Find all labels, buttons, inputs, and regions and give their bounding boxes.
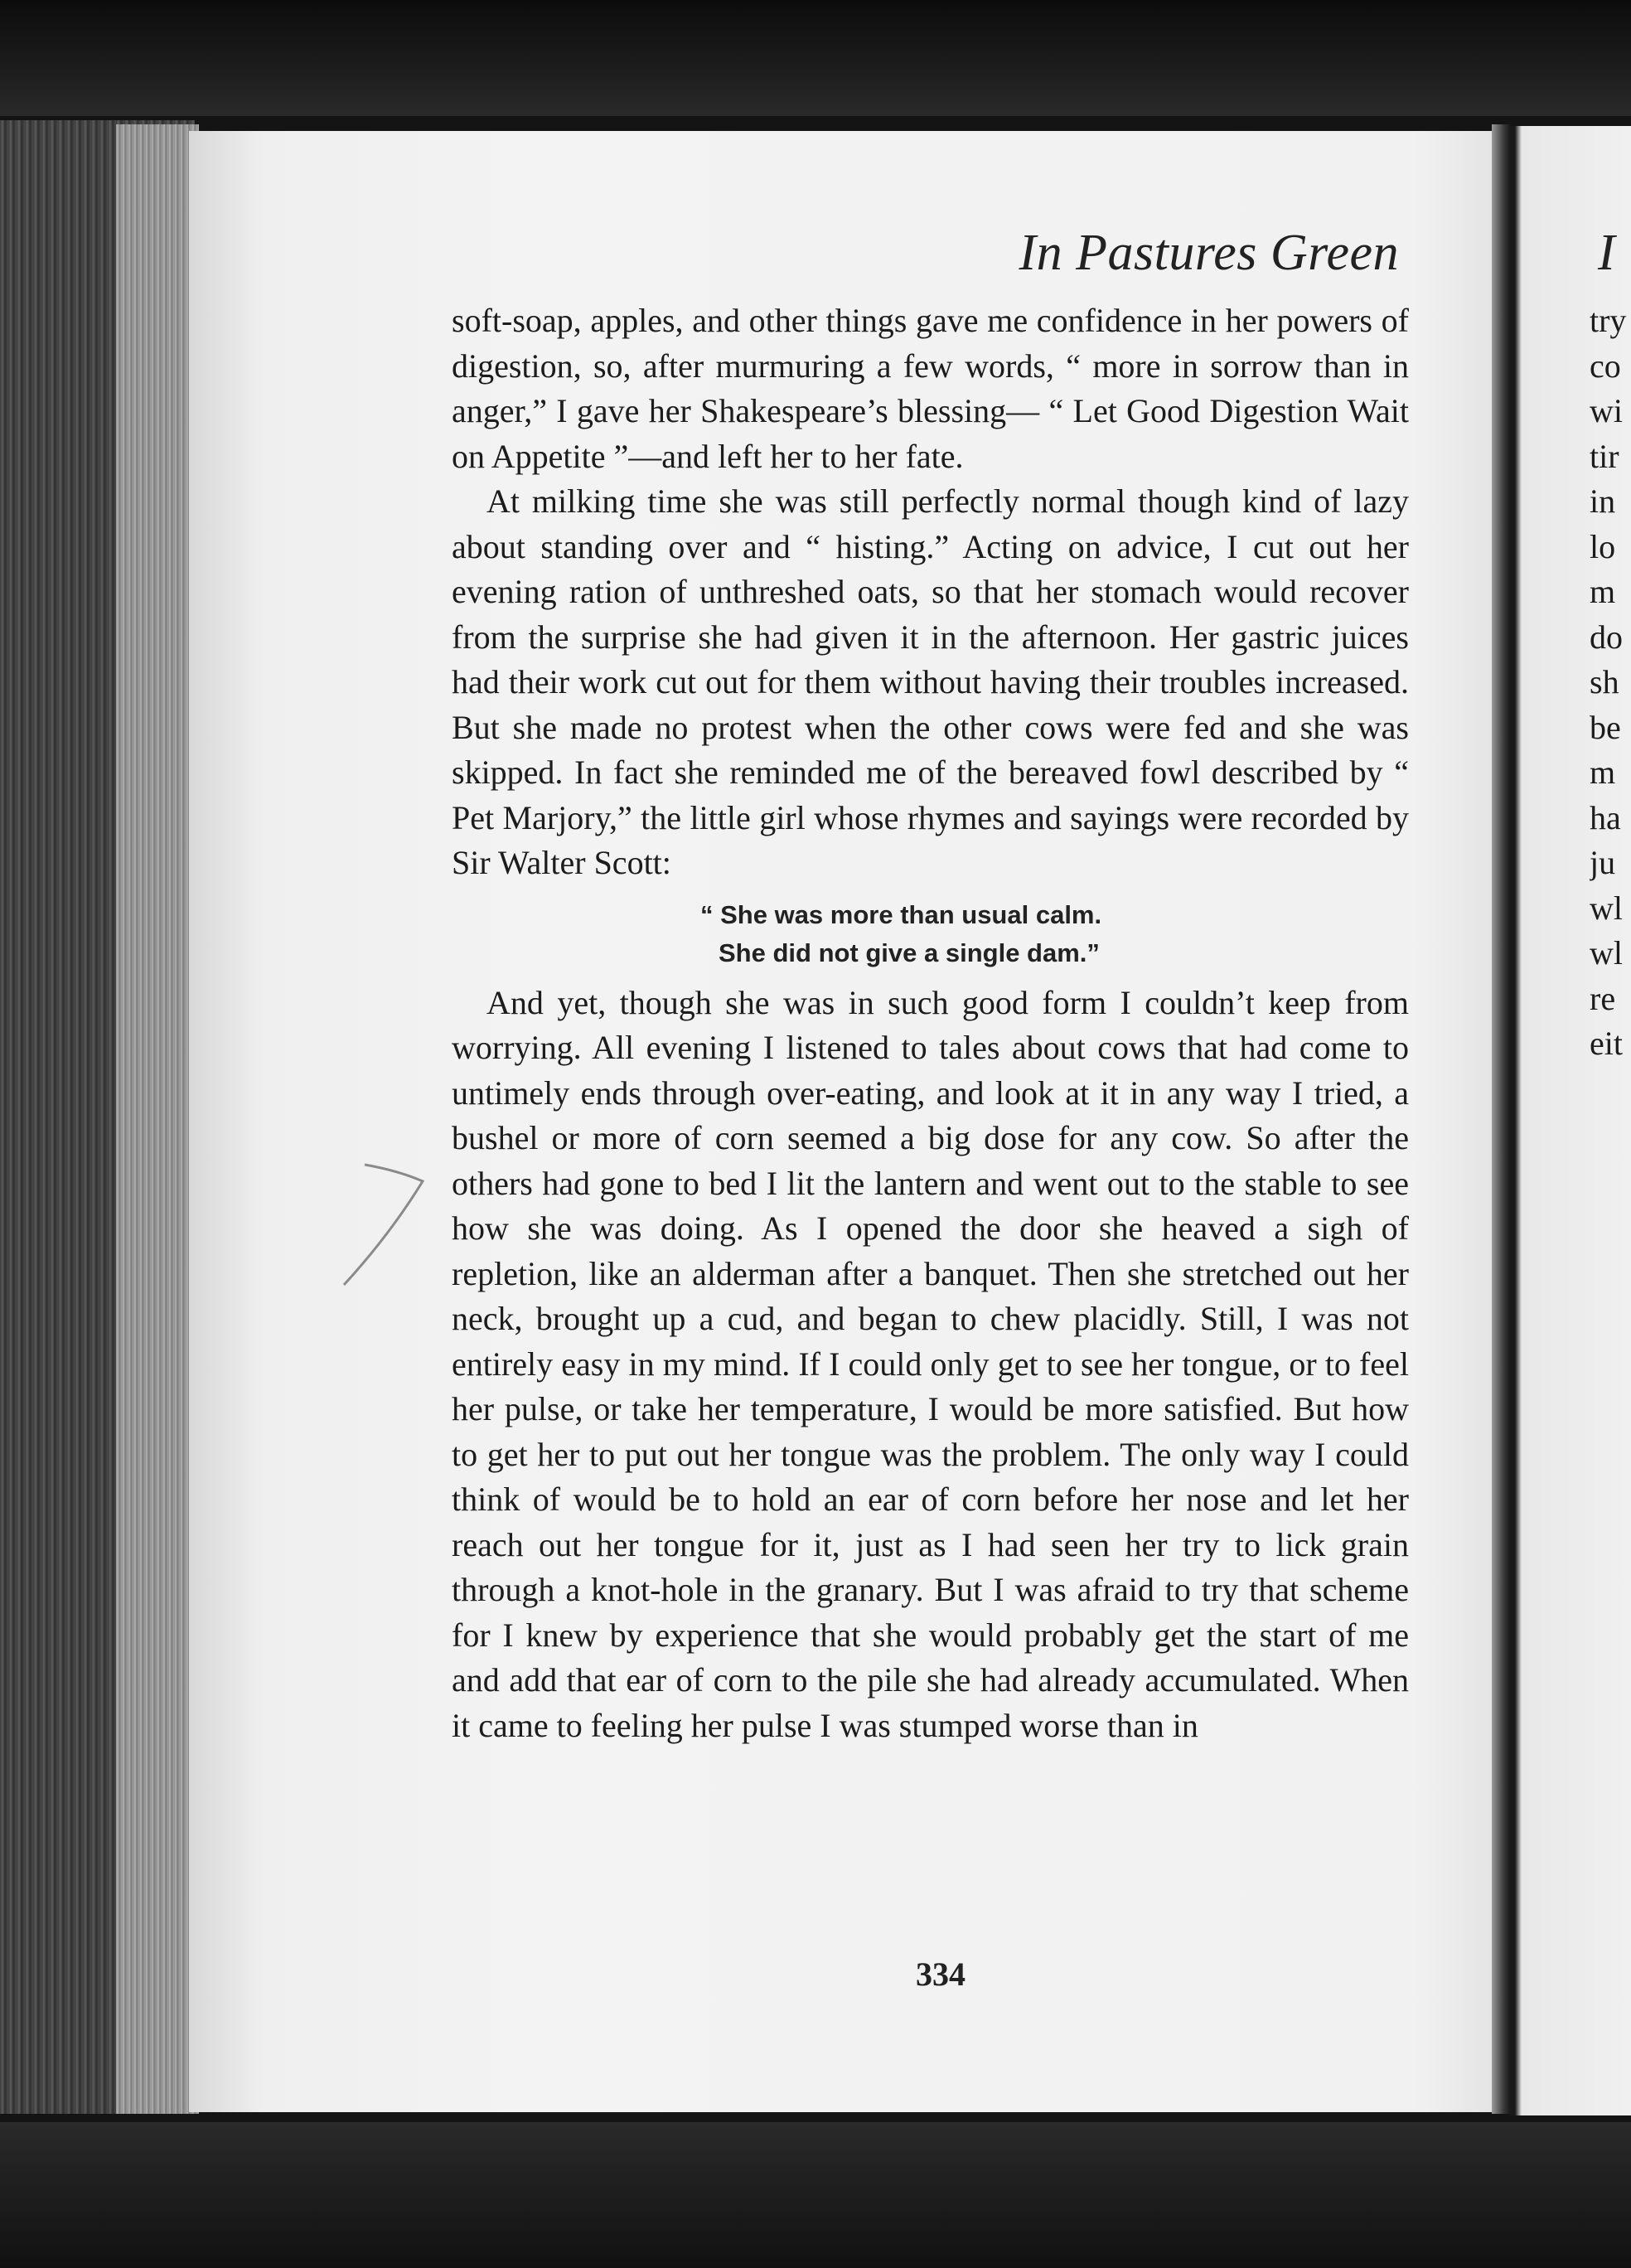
facing-line: in xyxy=(1590,482,1616,520)
verse-line: She did not give a single dam.” xyxy=(719,938,1100,967)
facing-line: re xyxy=(1590,979,1616,1017)
facing-line: lo xyxy=(1590,527,1616,565)
facing-line: m xyxy=(1590,754,1616,791)
facing-line: be xyxy=(1590,708,1621,746)
facing-line: wl xyxy=(1590,889,1623,927)
facing-line: sh xyxy=(1590,663,1619,700)
facing-line: ju xyxy=(1590,844,1616,881)
verse-line: “ She was more than usual calm. xyxy=(700,899,1102,929)
running-head: In Pastures Green xyxy=(1019,225,1399,281)
verse-quote xyxy=(452,896,1409,972)
paragraph: And yet, though she was in such good form I couldn’t keep from worrying. All evening I listened to tales about cows that had come to untimely ends through over-eating, and look at it in any way I tried, a bushel or more of corn seemed a big dose for any cow. So after the others had gone to bed I lit the lantern and went out to the stable to see how she was doing. As I opened the door she heaved a sigh of repletion, like an alderman after a banquet. Then she stretched out her neck, brought up a cud, and began to chew placidly. Still, I was not entirely easy in my mind. If I could only get to see her tongue, or to feel her pulse, or take her temperature, I would be more satisfied. But how to get her to put out her tongue was the problem. The only way I could think of would be to hold an ear of corn before her nose and let her reach out her tongue for it, just as I had seen her try to lick grain through a knot-hole in the granary. But I was afraid to try that scheme for I knew by experience that she would probably get the start of me and add that ear of corn to the pile she had already accumulated. When it came to feeling her pulse I was stumped worse than in xyxy=(452,983,1409,1744)
facing-line: try xyxy=(1590,302,1627,339)
facing-line: wi xyxy=(1590,392,1623,429)
facing-running-head: I xyxy=(1598,225,1615,281)
paragraph: At milking time she was still perfectly normal though kind of lazy about standing over and “ histing.” Acting on advice, I cut out her evening ration of unthreshed oats, so that her stomach would recover from the surprise she had given it in the afternoon. Her gastric juices had their work cut out for them without having their troubles increased. But she made no protest when the other cows were fed and she was skipped. In fact she reminded me of the bereaved fowl described by “ Pet Marjory,” the little girl whose rhymes and sayings were recorded by Sir Walter Scott: xyxy=(452,482,1409,881)
book-gutter xyxy=(1492,124,1512,2114)
page-number: 334 xyxy=(916,1955,966,1993)
body-text xyxy=(452,298,1409,1748)
page-edges xyxy=(116,124,199,2114)
facing-line: eit xyxy=(1590,1025,1623,1062)
facing-page-text xyxy=(1590,298,1631,1067)
paragraph: soft-soap, apples, and other things gave me confidence in her powers of digestion, so, after murmuring a few words, “ more in sorrow than in anger,” I gave her Shakespeare’s blessing— “ Let Good Digestion Wait on Appetite ”—and left her to her fate. xyxy=(452,302,1409,475)
facing-line: tir xyxy=(1590,437,1619,475)
film-border-top xyxy=(0,0,1631,116)
facing-line: wl xyxy=(1590,934,1623,972)
facing-line: ha xyxy=(1590,798,1621,836)
film-border-bottom xyxy=(0,2122,1631,2268)
facing-line: m xyxy=(1590,573,1616,610)
facing-line: do xyxy=(1590,618,1623,656)
facing-line: co xyxy=(1590,346,1621,385)
